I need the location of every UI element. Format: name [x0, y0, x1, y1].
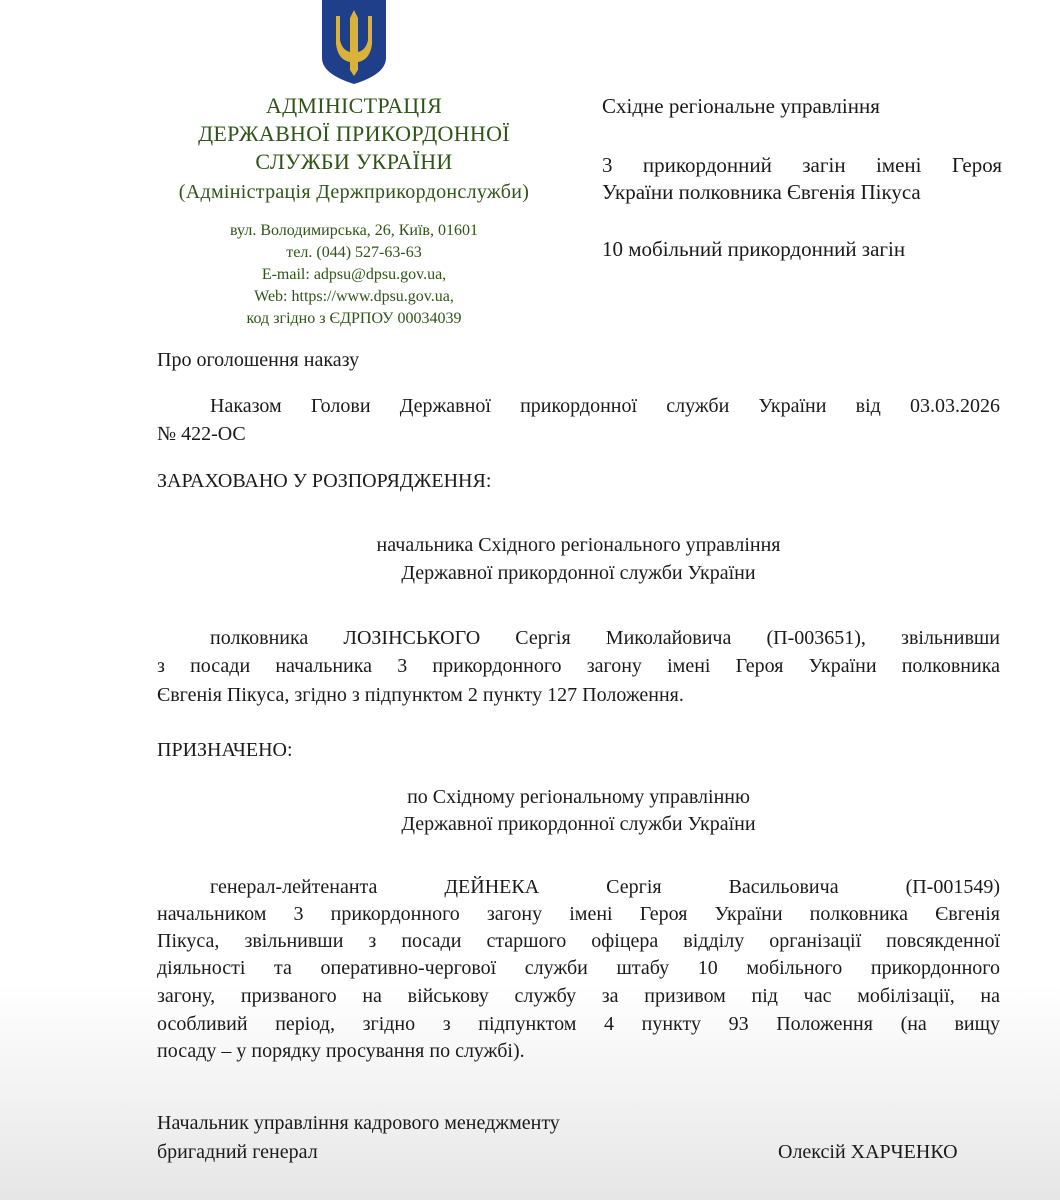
addressee-3rd-border-detachment-line-2: України полковника Євгенія Пікуса: [602, 180, 921, 204]
addressee-3rd-border-detachment-line-1: 3 прикордонний загін імені Героя: [602, 153, 1002, 177]
org-short-name: (Адміністрація Держприкордонслужби): [178, 181, 530, 203]
section2-paragraph-line-2: начальником 3 прикордонного загону імені Героя України полковника Євгенія: [157, 903, 1000, 925]
signatory-rank: бригадний генерал: [157, 1141, 318, 1163]
section2-paragraph-line-1: генерал-лейтенанта ДЕЙНЕКА Сергія Васильовича (П-001549): [210, 876, 1000, 898]
org-website: Web: https://www.dpsu.gov.ua,: [254, 288, 454, 305]
org-address: вул. Володимирська, 26, Київ, 01601: [230, 222, 478, 239]
section1-paragraph-line-2: з посади начальника 3 прикордонного загону імені Героя України полковника: [157, 655, 1000, 677]
section1-centered-line-1: начальника Східного регіонального управління: [376, 534, 781, 556]
org-name-line-1: АДМІНІСТРАЦІЯ: [265, 93, 443, 118]
section2-paragraph-line-6: особливий період, згідно з підпунктом 4 пункту 93 Положення (на вищу: [157, 1013, 1000, 1035]
section2-centered-line-2: Державної прикордонної служби України: [401, 813, 756, 835]
section2-paragraph-line-3: Пікуса, звільнивши з посади старшого офіцера відділу організації повсякденної: [157, 930, 1000, 952]
section-heading-appointed: ПРИЗНАЧЕНО:: [157, 739, 293, 761]
section2-paragraph-line-4: діяльності та оперативно-чергової служби штабу 10 мобільного прикордонного: [157, 957, 1000, 979]
document-subject: Про оголошення наказу: [157, 349, 360, 371]
addressee-10th-mobile-detachment: 10 мобільний прикордонний загін: [602, 237, 906, 261]
section2-paragraph-line-7: посаду – у порядку просування по службі).: [157, 1040, 525, 1062]
section1-centered-line-2: Державної прикордонної служби України: [401, 562, 756, 584]
section2-centered-line-1: по Східному регіональному управлінню: [407, 786, 750, 808]
org-phone: тел. (044) 527-63-63: [286, 244, 422, 261]
tryzub-coat-of-arms-icon: [320, 0, 388, 84]
order-reference-line-2: № 422-ОС: [157, 423, 246, 445]
section1-paragraph-line-3: Євгенія Пікуса, згідно з підпунктом 2 пункту 127 Положення.: [157, 684, 684, 706]
section1-paragraph-line-1: полковника ЛОЗІНСЬКОГО Сергія Миколайовича (П-003651), звільнивши: [210, 627, 1000, 649]
signatory-name: Олексій ХАРЧЕНКО: [778, 1141, 958, 1163]
section-heading-enlisted: ЗАРАХОВАНО У РОЗПОРЯДЖЕННЯ:: [157, 470, 492, 492]
org-name-line-3: СЛУЖБИ УКРАЇНИ: [255, 149, 453, 174]
section2-paragraph-line-5: загону, призваного на військову службу за призивом під час мобілізації, на: [157, 985, 1000, 1007]
addressee-eastern-regional-office: Східне регіональне управління: [602, 94, 880, 118]
order-reference-line-1: Наказом Голови Державної прикордонної служби України від 03.03.2026: [210, 395, 1000, 417]
signatory-position: Начальник управління кадрового менеджменту: [157, 1112, 560, 1134]
org-edrpou-code: код згідно з ЄДРПОУ 00034039: [246, 310, 462, 327]
org-name-line-2: ДЕРЖАВНОЇ ПРИКОРДОННОЇ: [198, 121, 510, 146]
org-email: E-mail: adpsu@dpsu.gov.ua,: [261, 266, 447, 283]
